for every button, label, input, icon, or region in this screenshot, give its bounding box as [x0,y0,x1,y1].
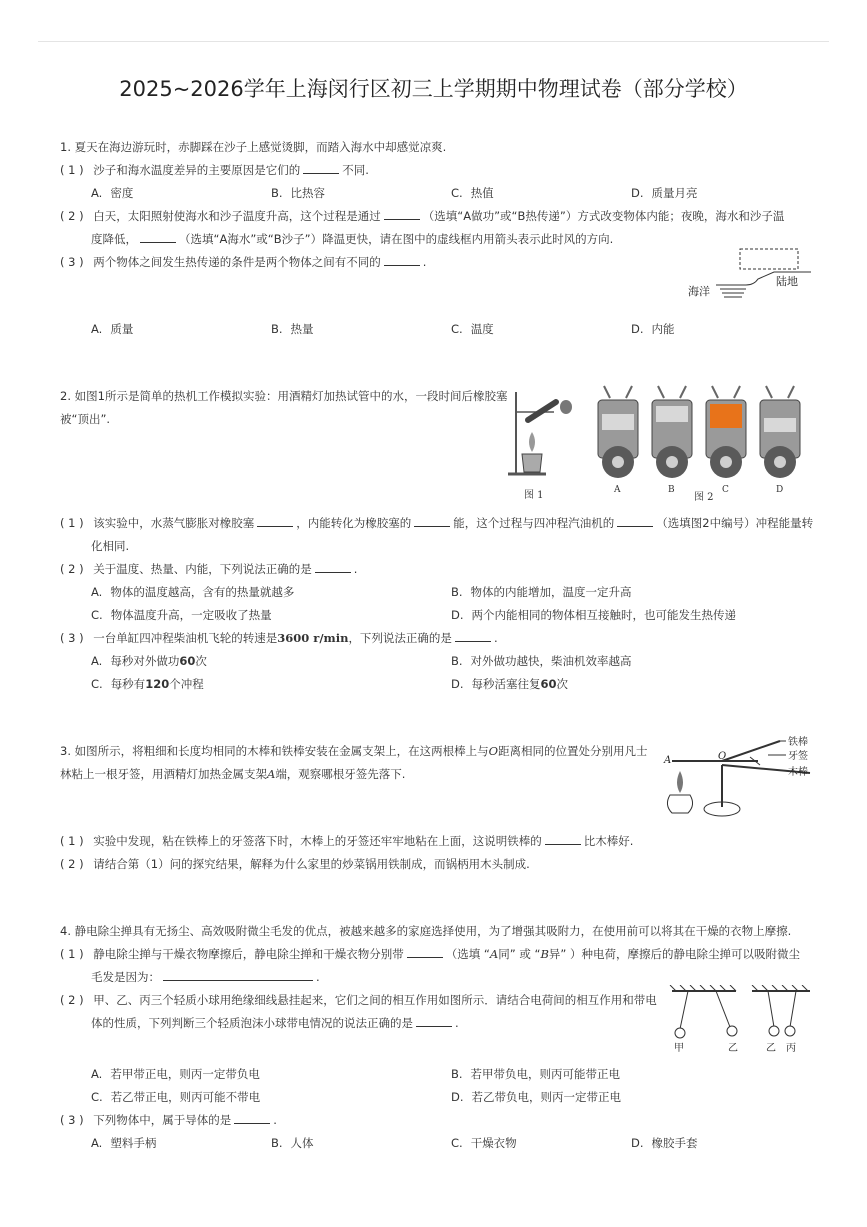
part-number: ( 2 ) [60,993,84,1007]
q2-part1-text-c: 能，这个过程与四冲程汽油机的 [453,516,615,530]
q1-p3-option-b[interactable] [271,321,314,337]
q2-p3-option-c[interactable] [91,676,204,692]
q1-part1 [60,162,369,178]
q1-p1-option-d[interactable] [631,185,698,201]
option-text: 内能 [651,322,675,336]
engine-label-c: C [722,485,729,495]
q3-stem-text2-b: 端，观察哪根牙签先落下. [275,767,406,781]
q4-p3-option-d[interactable] [631,1135,698,1151]
q1-p1-option-a[interactable] [91,185,133,201]
q1-part2-text: 白天，太阳照射使海水和沙子温度升高，这个过程是通过 [93,209,381,223]
thread [790,991,796,1027]
answer-blank[interactable] [545,833,581,845]
answer-blank[interactable] [163,969,313,981]
q1-part1-text: 沙子和海水温度差异的主要原因是它们的 [93,163,301,177]
option-label: C. [451,1136,463,1150]
q1-p3-option-d[interactable] [631,321,675,337]
option-text: 热量 [290,322,314,336]
engine-stroke-b [652,386,692,478]
option-text-tail: 次 [556,677,569,691]
option-text: 若甲带负电，则丙可能带正电 [470,1067,621,1081]
answer-blank[interactable] [455,630,491,642]
part-number: ( 3 ) [60,1113,84,1127]
q2-part2-tail: . [353,562,358,576]
point-a-label: A [664,755,672,766]
q4-p3-option-b[interactable] [271,1135,314,1151]
engine-label-d: D [776,485,784,495]
option-text: 塑料手柄 [110,1136,157,1150]
option-text: 若乙带负电，则丙一定带正电 [471,1090,622,1104]
option-text: 物体的温度越高，含有的热量就越多 [110,585,295,599]
option-label: D. [631,322,644,336]
q4-p2-option-c[interactable] [91,1089,260,1105]
option-text: 干燥衣物 [470,1136,517,1150]
option-label: A. [91,1067,103,1081]
answer-blank[interactable] [384,208,420,220]
option-label: C. [91,677,103,691]
part-number: ( 3 ) [60,631,84,645]
lamp-flame [677,771,683,793]
q3-stem-text: 3. 如图所示，将粗细和长度均相同的木棒和铁棒安装在金属支架上，在这两根棒上与 [60,744,489,758]
option-text: 若乙带正电，则丙可能不带电 [110,1090,261,1104]
ball-label-jia: 甲 [674,1043,684,1054]
q2-part1-line2: 化相同. [91,539,130,553]
q4-p2-option-b[interactable] [451,1066,620,1082]
q1-part3 [60,254,426,270]
q4-part1-text-d: 异” ）种电荷，摩擦后的静电除尘掸可以吸附微尘 [548,947,801,961]
q1-part2-text2: 度降低， [91,232,137,246]
q4-part2-text: 甲、乙、丙三个轻质小球用绝缘细线悬挂起来，它们之间的相互作用如图所示．请结合电荷间的相互作用和带电 [93,993,657,1007]
engine-stroke-d [760,386,800,478]
answer-blank[interactable] [617,515,653,527]
q2-part3-text: 一台单缸四冲程柴油机飞轮的转速是 [93,631,278,645]
option-text: 对外做功越快，柴油机效率越高 [470,654,632,668]
rubber-stopper [560,400,572,414]
option-label: A. [91,1136,103,1150]
thread [716,991,730,1027]
option-label: D. [631,186,644,200]
option-text: 物体温度升高，一定吸收了热量 [110,608,272,622]
option-text: 每秒对外做功 [110,654,180,668]
q4-part2-text2: 体的性质，下列判断三个轻质泡沫小球带电情况的说法正确的是 [91,1016,413,1030]
figure2-label: 图 2 [694,492,714,503]
option-text: 若甲带正电，则丙一定带负电 [110,1067,260,1081]
q3-part1-tail: 比木棒好. [583,834,634,848]
answer-blank[interactable] [140,231,176,243]
option-text: 比热容 [290,186,326,200]
option-text: 质量月亮 [651,186,698,200]
figure1-label: 图 1 [524,490,544,501]
option-label: A. [91,585,103,599]
q4-part1-text: 静电除尘掸与干燥衣物摩擦后，静电除尘掸和干燥衣物分别带 [93,947,404,961]
rod-conduction-figure [660,735,812,820]
heat-engine-figures [506,382,812,504]
option-text: 两个内能相同的物体相互接触时，也可能发生热传递 [471,608,737,622]
q1-part2-line2 [91,231,613,247]
engine-stroke-a [598,386,638,478]
part-number: ( 1 ) [60,834,84,848]
part-number: ( 1 ) [60,516,84,530]
answer-blank[interactable] [303,162,339,174]
answer-blank[interactable] [416,1015,452,1027]
q2-part1-text: 该实验中，水蒸气膨胀对橡胶塞 [93,516,255,530]
q1-p3-option-c[interactable] [451,321,494,337]
option-number: 120 [145,677,170,691]
wood-rod-label: 木棒 [788,767,808,778]
q3-stem-text-b: 距离相同的位置处分别用凡士 [498,744,648,758]
option-label: C. [91,608,103,622]
lamp-flame [529,432,535,452]
q1-part2-line1 [60,208,784,224]
answer-blank[interactable] [234,1112,270,1124]
q2-p3-option-a[interactable] [91,653,207,669]
option-text: 每秒活塞往复 [471,677,541,691]
q1-p1-option-c[interactable] [451,185,494,201]
q4-part2-tail: . [455,1016,459,1030]
q4-p3-option-c[interactable] [451,1135,517,1151]
q2-stem-line2: 被“顶出”. [60,412,111,426]
q4-part1-line2 [91,969,320,985]
q4-p3-option-a[interactable] [91,1135,156,1151]
q1-part2-text-cont: （选填“A做功”或“B热传递”）方式改变物体内能；夜晚，海水和沙子温 [422,209,785,223]
q4-part1-line1 [60,946,800,962]
thread [768,991,774,1027]
option-label: D. [451,608,464,622]
q2-stem-line1: 2. 如图1所示是简单的热机工作模拟实验：用酒精灯加热试管中的水，一段时间后橡胶塞 [60,389,508,403]
engine-label-a: A [614,485,621,495]
q2-p3-option-d[interactable] [451,676,568,692]
point-a: A [267,767,276,781]
option-text: 每秒有 [110,677,146,691]
sea-land-wind-figure [686,245,811,305]
option-label: B. [271,186,283,200]
land-label: 陆地 [776,275,798,288]
answer-blank[interactable] [384,254,420,266]
answer-blank[interactable] [257,515,293,527]
q2-part2-text: 关于温度、热量、内能，下列说法正确的是 [93,562,312,576]
option-number: 60 [179,654,196,668]
answer-blank[interactable] [414,515,450,527]
q3-part2 [60,856,530,872]
q2-p3-option-b[interactable] [451,653,632,669]
option-label: C. [451,186,463,200]
q4-p2-option-d[interactable] [451,1089,621,1105]
q4-part1-text-c: 同” 或 “ [498,947,541,961]
engine-stroke-c [706,386,746,478]
q2-part1-text-b: ，内能转化为橡胶塞的 [296,516,412,530]
iron-rod-label: 铁棒 [788,737,808,748]
ball-jia-left [675,1028,685,1038]
option-label: C. [91,1090,103,1104]
q1-p1-option-b[interactable] [271,185,325,201]
point-o: O [488,744,499,758]
q3-stem-text2: 林粘上一根牙签，用酒精灯加热金属支架 [60,767,267,781]
option-text: 人体 [290,1136,314,1150]
q4-part3-text: 下列物体中，属于导体的是 [93,1113,232,1127]
part-number: ( 2 ) [60,562,84,576]
q2-part2 [60,561,357,577]
q4-part2-line1 [60,992,657,1008]
answer-blank[interactable] [315,561,351,573]
option-text: 质量 [110,322,134,336]
q2-p2-option-d[interactable] [451,607,736,623]
q1-part1-tail: 不同. [342,163,369,177]
q3-part2-text: 请结合第（1）问的探究结果，解释为什么家里的炒菜锅用铁制成，而锅柄用木头制成. [93,857,530,871]
option-label: B. [271,1136,283,1150]
page-title: 2025~2026学年上海闵行区初三上学期期中物理试卷（部分学校） [119,77,748,101]
option-label: C. [451,322,463,336]
q2-p2-option-c[interactable] [91,607,272,623]
charged-balls-figure [662,985,812,1057]
q3-part1-text: 实验中发现，粘在铁棒上的牙签落下时，木棒上的牙签还牢牢地粘在上面，这说明铁棒的 [93,834,542,848]
option-label: B. [451,585,463,599]
option-label: D. [451,677,464,691]
option-text-tail: 次 [195,654,207,668]
q1-p3-option-a[interactable] [91,321,133,337]
rpm-value: 3600 r/min [277,631,349,645]
test-tube-apparatus [508,392,572,474]
option-label: B. [451,654,463,668]
ball-label-yi-2: 乙 [766,1043,776,1054]
header-divider [38,41,829,42]
ball-label-bing: 丙 [786,1043,796,1054]
part-number: ( 2 ) [60,209,84,223]
option-text-tail: 个冲程 [169,677,204,691]
option-label: A. [91,654,103,668]
option-label: B. [271,322,283,336]
option-label: D. [631,1136,644,1150]
q1-stem: 1. 夏天在海边游玩时，赤脚踩在沙子上感觉烫脚，而踏入海水中却感觉凉爽. [60,140,447,154]
q2-p2-option-b[interactable] [451,584,632,600]
q1-part3-tail: . [422,255,427,269]
q2-part3-text-b: ，下列说法正确的是 [348,631,452,645]
q1-part2-text2-cont: （选填“A海水”或“B沙子”）降温更快，请在图中的虚线框内用箭头表示此时风的方向. [179,232,614,246]
sea-label: 海洋 [688,285,710,298]
ball-yi-left [727,1026,737,1036]
toothpick-label: 牙签 [788,751,808,762]
q2-part1-line1 [60,515,813,531]
answer-blank[interactable] [407,946,443,958]
q4-stem: 4. 静电除尘掸具有无扬尘、高效吸附微尘毛发的优点，被越来越多的家庭选择使用，为了增强其吸附力，在使用前可以将其在干燥的衣物上摩擦. [60,924,792,938]
option-number: 60 [540,677,557,691]
option-label: A. [91,186,103,200]
option-label: B. [451,1067,463,1081]
ball-label-yi: 乙 [728,1043,738,1054]
q4-part1-tail: . [316,970,320,984]
option-label: A. [91,322,103,336]
option-text: 温度 [470,322,494,336]
q3-stem-line2 [60,766,405,782]
option-text: 橡胶手套 [651,1136,698,1150]
option-text: 密度 [110,186,134,200]
alcohol-lamp [667,795,692,813]
option-text: 热值 [470,186,494,200]
q4-part1-text-b: （选填 “ [445,947,490,961]
ball-yi-right [769,1026,779,1036]
part-number: ( 1 ) [60,947,84,961]
part-number: ( 1 ) [60,163,84,177]
choice-b: B [540,947,549,961]
part-number: ( 3 ) [60,255,84,269]
q4-part3-tail: . [273,1113,277,1127]
alcohol-lamp [522,454,542,472]
q2-part3-tail: . [493,631,498,645]
q4-p2-option-a[interactable] [91,1066,260,1082]
q4-part2-line2 [91,1015,459,1031]
q1-part3-text: 两个物体之间发生热传递的条件是两个物体之间有不同的 [93,255,381,269]
q2-part1-text-d: （选填图2中编号）冲程能量转 [656,516,814,530]
q2-p2-option-a[interactable] [91,584,294,600]
choice-a: A [489,947,499,961]
option-text: 物体的内能增加，温度一定升高 [470,585,632,599]
ball-bing-right [785,1026,795,1036]
engine-label-b: B [668,485,675,495]
q3-part1 [60,833,633,849]
option-label: D. [451,1090,464,1104]
q4-part1-text2: 毛发是因为： [91,970,160,984]
q2-part3 [60,630,498,646]
part-number: ( 2 ) [60,857,84,871]
thread [680,991,688,1029]
point-o-label: O [718,751,727,762]
wind-arrow-box[interactable] [740,249,798,269]
q3-stem-line1 [60,743,648,759]
q4-part3 [60,1112,277,1128]
